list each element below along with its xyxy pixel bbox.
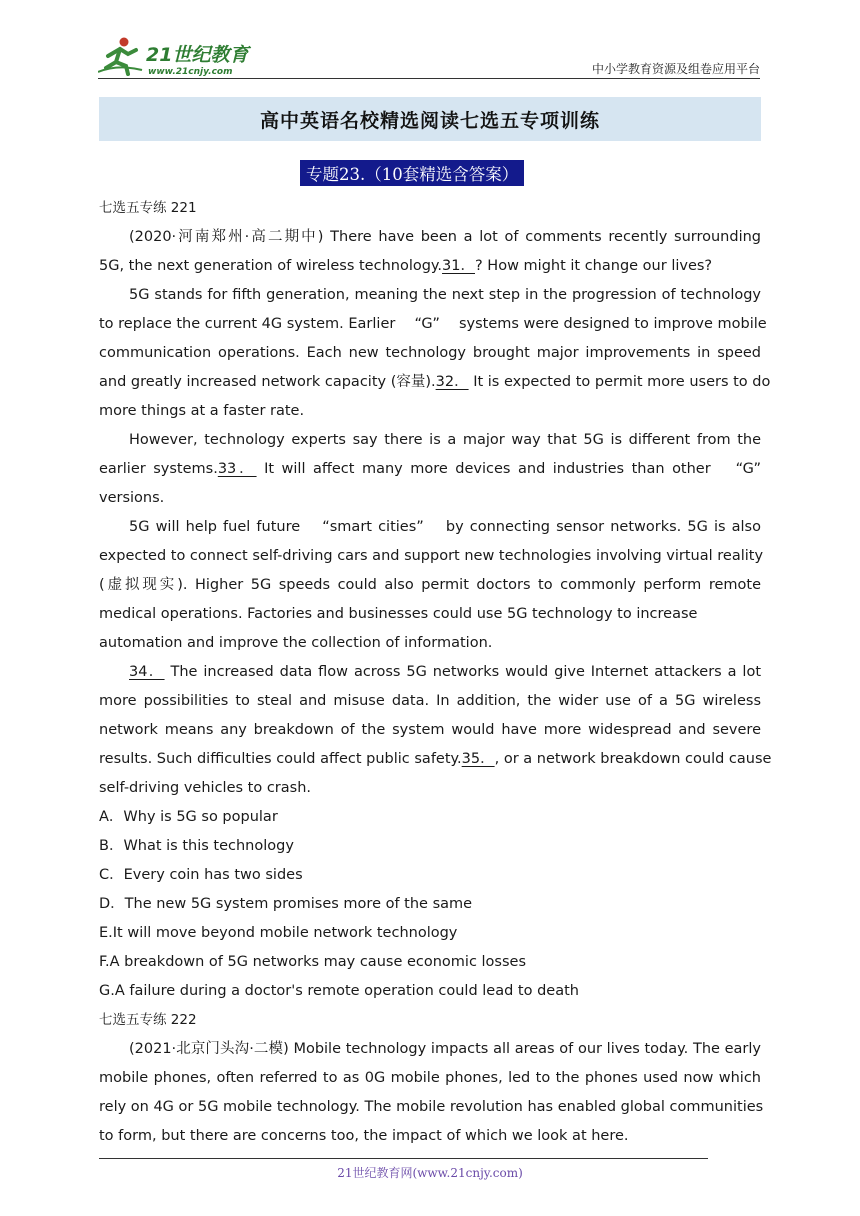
text-line: to replace the current 4G system. Earlier “G” systems were designed to improve mobile — [99, 316, 767, 332]
text-line: expected to connect self-driving cars and support new technologies involving virtual reality — [99, 548, 764, 564]
text-line — [99, 455, 761, 484]
text-line — [99, 368, 771, 397]
text-span: 5G, the next generation of wireless technology. — [99, 258, 443, 274]
blank-33: 33． — [217, 461, 257, 477]
text-line: more things at a faster rate. — [99, 403, 305, 419]
blank-31: 31． — [442, 258, 475, 274]
blank-34: 34． — [129, 664, 165, 680]
text-line: to form, but there are concerns too, the impact of which we look at here. — [99, 1128, 629, 1144]
text-line: medical operations. Factories and businesses could use 5G technology to increase — [99, 606, 698, 622]
option-d: D．The new 5G system promises more of the same — [99, 896, 473, 912]
text-line: mobile phones, often referred to as 0G mobile phones, led to the phones used now which — [99, 1070, 761, 1086]
text-line: (虚拟现实). Higher 5G speeds could also permit doctors to commonly perform remote — [99, 577, 761, 593]
text-line: 5G will help fuel future “smart cities” by connecting sensor networks. 5G is also — [129, 519, 761, 535]
text-span: ? How might it change our lives? — [475, 258, 713, 274]
option-a: A．Why is 5G so popular — [99, 809, 278, 825]
option-c: C．Every coin has two sides — [99, 867, 303, 883]
option-f: F.A breakdown of 5G networks may cause economic losses — [99, 954, 527, 970]
page-footer: 21世纪教育网(www.21cnjy.com) — [337, 1166, 523, 1180]
topic-subtitle: 专题23.（10套精选含答案） — [300, 160, 524, 186]
option-e: E.It will move beyond mobile network technology — [99, 925, 458, 941]
site-logo — [98, 34, 258, 78]
text-line — [99, 252, 761, 281]
logo-text: 21世纪教育 — [146, 44, 249, 66]
page-title: 高中英语名校精选阅读七选五专项训练 — [259, 109, 600, 132]
text-line — [99, 223, 761, 252]
text-line — [99, 658, 761, 687]
text-line: versions. — [99, 490, 165, 506]
text-span: Mobile technology impacts all areas of our lives today. The early — [293, 1041, 762, 1057]
text-line: 5G stands for fifth generation, meaning the next step in the progression of technology — [129, 287, 761, 303]
title-band — [99, 97, 761, 141]
text-span: It is expected to permit more users to do — [473, 374, 771, 390]
page-header — [98, 34, 760, 78]
logo-url: www.21cnjy.com — [148, 67, 233, 77]
source-tag: (2021·北京门头沟·二模) — [129, 1041, 289, 1057]
footer-divider — [99, 1158, 708, 1159]
text-span: The increased data flow across 5G networks would give Internet attackers a lot — [170, 664, 762, 680]
source-tag: (2020·河南郑州·高二期中) — [129, 229, 324, 245]
section-label: 七选五专练 222 — [99, 1012, 197, 1028]
platform-name: 中小学教育资源及组卷应用平台 — [591, 62, 760, 76]
header-divider — [98, 78, 760, 79]
text-span: , or a network breakdown could cause — [494, 751, 772, 767]
section-label: 七选五专练 221 — [99, 200, 197, 216]
text-line: more possibilities to steal and misuse data. In addition, the wider use of a 5G wireless — [99, 693, 761, 709]
text-span: It will affect many more devices and industries than other “G” — [264, 461, 762, 477]
document-body — [99, 194, 772, 1151]
text-line: network means any breakdown of the system would have more widespread and severe — [99, 722, 761, 738]
option-b: B．What is this technology — [99, 838, 294, 854]
text-line: automation and improve the collection of information. — [99, 635, 493, 651]
text-line: communication operations. Each new technology brought major improvements in speed — [99, 345, 761, 361]
text-span: There have been a lot of comments recently surrounding — [330, 229, 762, 245]
text-span: earlier systems. — [99, 461, 218, 477]
text-line: self-driving vehicles to crash. — [99, 780, 311, 796]
blank-35: 35． — [461, 751, 495, 767]
text-line: rely on 4G or 5G mobile technology. The mobile revolution has enabled global communities — [99, 1099, 764, 1115]
blank-32: 32． — [435, 374, 469, 390]
text-span: results. Such difficulties could affect public safety. — [99, 751, 462, 767]
text-line — [99, 745, 772, 774]
option-g: G.A failure during a doctor's remote operation could lead to death — [99, 983, 579, 999]
text-line — [99, 1035, 761, 1064]
text-span: and greatly increased network capacity (容量). — [99, 374, 436, 390]
text-line: However, technology experts say there is a major way that 5G is different from the — [129, 432, 761, 448]
